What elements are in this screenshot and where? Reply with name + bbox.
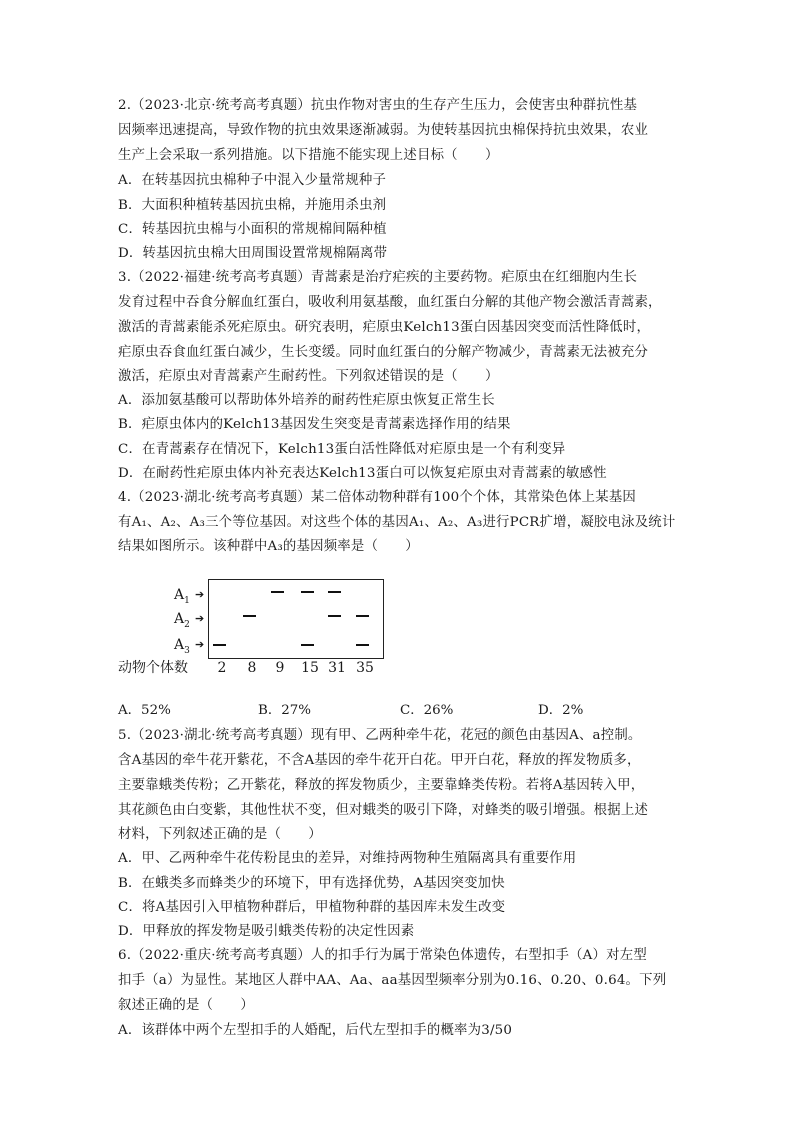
q4-stem-line-3: 结果如图所示。该种群中A₃的基因频率是（ ） <box>118 539 419 554</box>
q6-stem-line-3: 叙述正确的是（ ） <box>118 998 254 1013</box>
q5-stem-line-2: 含A基因的牵牛花开紫花，不含A基因的牵牛花开白花。甲开白花，释放的挥发物质多， <box>118 753 641 768</box>
x-tick: 9 <box>275 660 285 676</box>
band-lane4-a1 <box>301 591 314 593</box>
q3-stem-line-5: 激活，疟原虫对青蒿素产生耐药性。下列叙述错误的是（ ） <box>118 369 499 384</box>
allele-label-a1: $A_1$ <box>174 587 190 606</box>
q4-option-b: B．27% <box>258 703 311 718</box>
x-tick: 31 <box>328 660 346 676</box>
allele-label-a2: $A_2$ <box>174 611 190 630</box>
q6-stem-line-1: 6.（2022·重庆·统考高考真题）人的扣手行为属于常染色体遗传，右型扣手（A）对左型 <box>118 948 647 963</box>
q4-option-c: C．26% <box>400 703 454 718</box>
q2-option-a: A．在转基因抗虫棉种子中混入少量常规种子 <box>118 173 387 188</box>
q2-option-b: B．大面积种植转基因抗虫棉，并施用杀虫剂 <box>118 198 387 213</box>
x-tick: 8 <box>247 660 257 676</box>
band-lane5-a2 <box>328 615 341 617</box>
q3-option-c: C．在青蒿素存在情况下，Kelch13蛋白活性降低对疟原虫是一个有利变异 <box>118 442 566 457</box>
q2-option-c: C．转基因抗虫棉与小面积的常规棉间隔种植 <box>118 222 387 237</box>
q3-stem-line-1: 3.（2022·福建·统考高考真题）青蒿素是治疗疟疾的主要药物。疟原虫在红细胞内生长 <box>118 270 638 285</box>
q2-stem-line-1: 2.（2023·北京·统考高考真题）抗虫作物对害虫的生存产生压力，会使害虫种群抗性基 <box>118 98 638 113</box>
gel-frame <box>208 579 384 659</box>
q4-stem-line-2: 有A₁、A₂、A₃三个等位基因。对这些个体的基因A₁、A₂、A₃进行PCR扩增，凝胶电泳及统计 <box>118 515 676 530</box>
arrow-right-icon: ➔ <box>195 612 205 625</box>
band-lane5-a1 <box>328 591 341 593</box>
q4-options <box>118 700 678 722</box>
band-lane2-a2 <box>243 615 256 617</box>
q5-option-d: D．甲释放的挥发物是吸引蛾类传粉的决定性因素 <box>118 924 415 939</box>
x-axis-label: 动物个体数 <box>118 660 188 676</box>
q3-stem-line-4: 疟原虫吞食血红蛋白减少，生长变缓。同时血红蛋白的分解产物减少，青蒿素无法被充分 <box>118 345 649 360</box>
arrow-right-icon: ➔ <box>195 638 205 651</box>
band-lane4-a3 <box>301 644 314 646</box>
q3-option-b: B．疟原虫体内的Kelch13基因发生突变是青蒿素选择作用的结果 <box>118 417 511 432</box>
gel-electrophoresis-figure <box>118 575 388 685</box>
q5-stem-line-4: 其花颜色由白变紫，其他性状不变，但对蛾类的吸引下降，对蜂类的吸引增强。根据上述 <box>118 803 649 818</box>
q3-option-a: A．添加氨基酸可以帮助体外培养的耐药性疟原虫恢复正常生长 <box>118 393 495 408</box>
q2-stem-line-3: 生产上会采取一系列措施。以下措施不能实现上述目标（ ） <box>118 148 499 163</box>
x-tick: 35 <box>356 660 374 676</box>
q3-stem-line-2: 发育过程中吞食分解血红蛋白，吸收利用氨基酸，血红蛋白分解的其他产物会激活青蒿素， <box>118 295 662 310</box>
allele-label-a3: $A_3$ <box>174 637 190 656</box>
q4-stem-line-1: 4.（2023·湖北·统考高考真题）某二倍体动物种群有100个个体，其常染色体上某基因 <box>118 490 637 505</box>
arrow-right-icon: ➔ <box>195 588 205 601</box>
band-lane3-a1 <box>271 591 284 593</box>
q5-stem-line-1: 5.（2023·湖北·统考高考真题）现有甲、乙两种牵牛花，花冠的颜色由基因A、a控制。 <box>118 728 642 743</box>
q2-stem-line-2: 因频率迅速提高，导致作物的抗虫效果逐渐减弱。为使转基因抗虫棉保持抗虫效果，农业 <box>118 123 649 138</box>
q6-option-a: A．该群体中两个左型扣手的人婚配，后代左型扣手的概率为3/50 <box>118 1023 513 1038</box>
q5-stem-line-5: 材料，下列叙述正确的是（ ） <box>118 827 322 842</box>
band-lane6-a2 <box>356 615 369 617</box>
q3-option-d: D．在耐药性疟原虫体内补充表达Kelch13蛋白可以恢复疟原虫对青蒿素的敏感性 <box>118 466 607 481</box>
x-tick: 2 <box>217 660 227 676</box>
band-lane6-a3 <box>356 644 369 646</box>
q2-option-d: D．转基因抗虫棉大田周围设置常规棉隔离带 <box>118 246 388 261</box>
q3-stem-line-3: 激活的青蒿素能杀死疟原虫。研究表明，疟原虫Kelch13蛋白因基因突变而活性降低时， <box>118 320 651 335</box>
q4-option-a: A．52% <box>118 703 171 718</box>
band-lane1-a3 <box>213 644 226 646</box>
q5-stem-line-3: 主要靠蛾类传粉；乙开紫花，释放的挥发物质少，主要靠蜂类传粉。若将A基因转入甲， <box>118 778 645 793</box>
q6-stem-line-2: 扣手（a）为显性。某地区人群中AA、Aa、aa基因型频率分别为0.16、0.20、0.64。下列 <box>118 973 667 988</box>
x-tick: 15 <box>301 660 319 676</box>
q5-option-c: C．将A基因引入甲植物种群后，甲植物种群的基因库未发生改变 <box>118 900 506 915</box>
q5-option-a: A．甲、乙两种牵牛花传粉昆虫的差异，对维持两物种生殖隔离具有重要作用 <box>118 851 577 866</box>
q5-option-b: B．在蛾类多而蜂类少的环境下，甲有选择优势，A基因突变加快 <box>118 876 505 891</box>
q4-option-d: D．2% <box>538 703 584 718</box>
